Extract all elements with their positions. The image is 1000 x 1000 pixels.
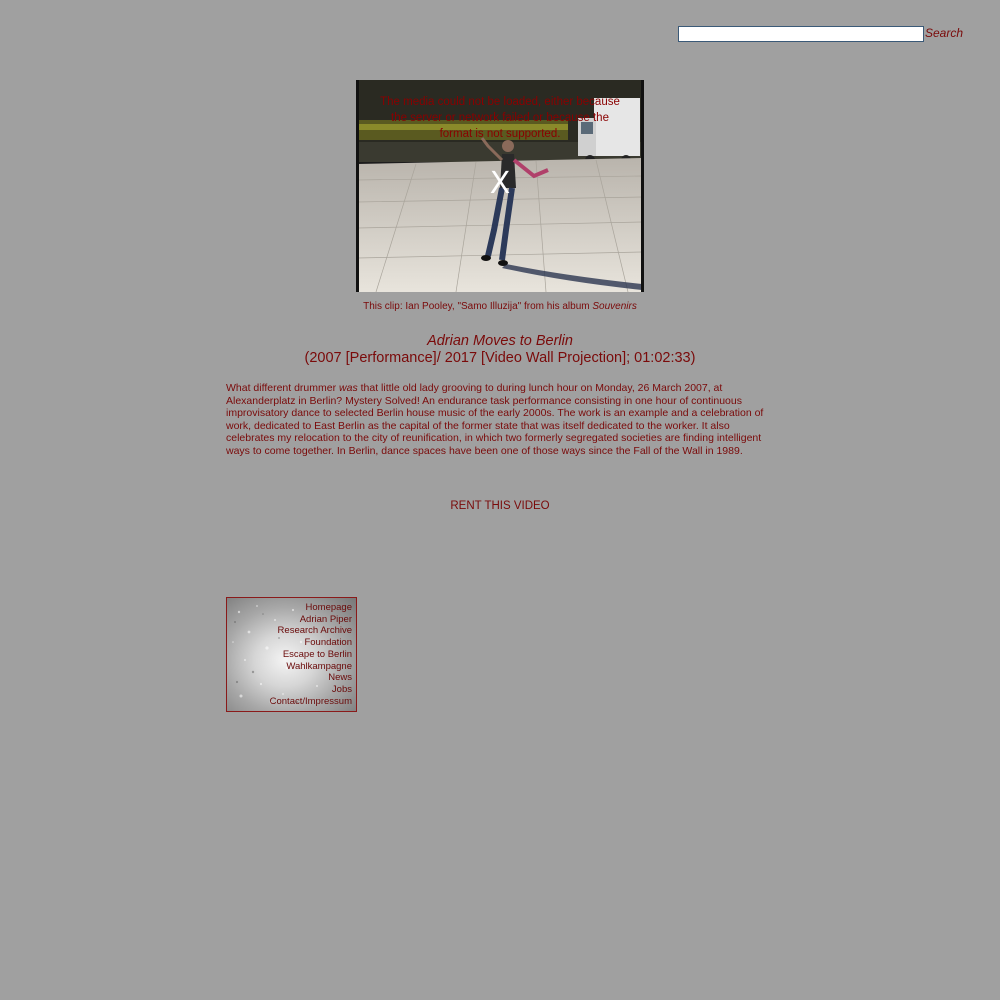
nav-item-contact-impressum[interactable]: Contact/Impressum xyxy=(269,695,352,707)
video-error-message: The media could not be loaded, either because the server or network failed or because the format is not supported. xyxy=(380,96,620,140)
work-subtitle: (2007 [Performance]/ 2017 [Video Wall Projection]; 01:02:33) xyxy=(304,350,696,366)
description-text-1: What different drummer xyxy=(226,382,340,394)
nav-item-research-archive[interactable]: Research Archive xyxy=(277,625,352,637)
nav-item-adrian-piper[interactable]: Adrian Piper xyxy=(299,613,352,625)
search-input[interactable] xyxy=(678,26,924,42)
nav-item-escape-to-berlin[interactable]: Escape to Berlin xyxy=(282,648,352,660)
album-name: Souvenirs xyxy=(592,301,637,312)
description-emphasis: was xyxy=(339,382,358,394)
search-button[interactable]: Search xyxy=(925,26,964,40)
caption-text: This clip: Ian Pooley, "Samo Illuzija" from his album xyxy=(363,301,593,312)
nav-item-wahlkampagne[interactable]: Wahlkampagne xyxy=(286,660,352,672)
video-caption xyxy=(0,301,1000,312)
description-text-2: that little old lady grooving to during lunch hour on Monday, 26 March 2007, at Alexanderplatz in Berlin? Mystery Solved! An endurance task performance consisting in one hour of continuous improvisatory dance to selected Berlin house music of the early 2000s. The work is an example and a celebration of work, dedicated to East Berlin as the capital of the former state that was itself dedicated to the worker. It also celebrates my relocation to the city of reunification, in which two formerly segregated societies are finding intelligent ways to come together. In Berlin, dance spaces have been one of those ways since the Fall of the Wall in 1989. xyxy=(226,382,764,457)
rent-video-link[interactable]: RENT THIS VIDEO xyxy=(450,500,550,512)
nav-item-jobs[interactable]: Jobs xyxy=(331,683,352,695)
work-description xyxy=(226,382,776,458)
work-title: Adrian Moves to Berlin xyxy=(427,333,573,349)
nav-item-foundation[interactable]: Foundation xyxy=(304,637,352,649)
site-navigation xyxy=(226,597,357,712)
nav-item-homepage[interactable]: Homepage xyxy=(305,602,352,613)
nav-item-news[interactable]: News xyxy=(328,672,352,684)
video-player[interactable] xyxy=(356,80,644,292)
close-icon[interactable]: X xyxy=(489,166,511,201)
nav-list xyxy=(270,602,352,707)
